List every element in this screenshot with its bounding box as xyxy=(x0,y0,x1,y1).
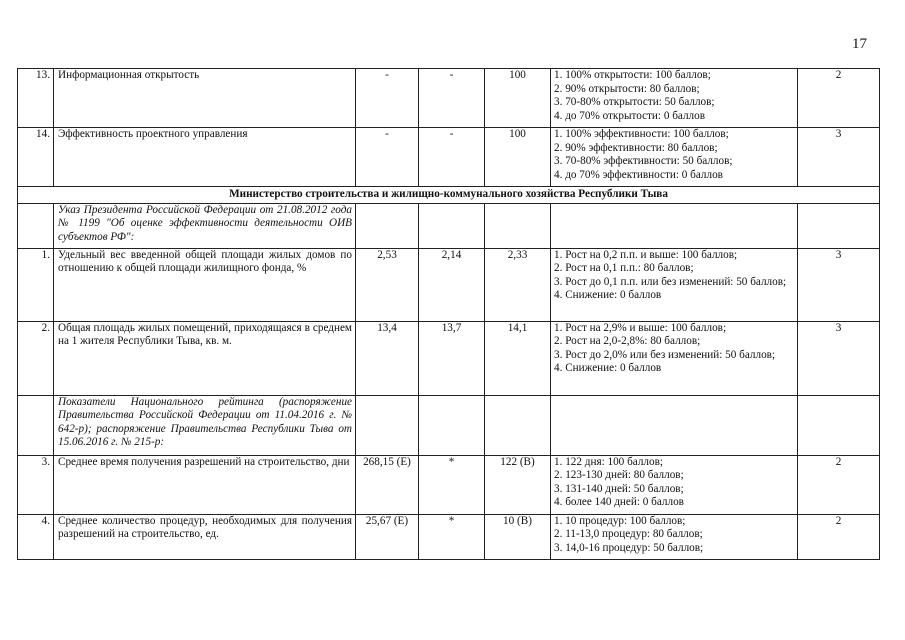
table-row xyxy=(18,248,880,321)
value-1: - xyxy=(356,128,419,187)
indicator-name: Информационная открытость xyxy=(54,69,356,128)
criteria-cell xyxy=(551,128,798,187)
indicator-name: Среднее количество процедур, необходимых для получения разрешений на строительство, ед. xyxy=(54,514,356,559)
criterion: 1. Рост на 0,2 п.п. и выше: 100 баллов; xyxy=(554,248,738,261)
criterion: 3. Рост до 0,1 п.п. или без изменений: 50 баллов; xyxy=(554,275,787,288)
criterion: 4. до 70% открытости: 0 баллов xyxy=(554,109,706,122)
row-number: 13. xyxy=(18,69,54,128)
value-1: 25,67 (Е) xyxy=(356,514,419,559)
indicator-name: Удельный вес введенной общей площади жилых домов по отношению к общей площади жилищного фонда, % xyxy=(54,248,356,321)
criterion: 2. 123-130 дней: 80 баллов; xyxy=(554,469,684,482)
weight: 2 xyxy=(798,514,880,559)
criterion: 4. Снижение: 0 баллов xyxy=(554,289,662,302)
value-3: 122 (В) xyxy=(485,455,551,514)
criterion: 3. 70-80% открытости: 50 баллов; xyxy=(554,96,715,109)
row-number: 3. xyxy=(18,455,54,514)
criteria-cell xyxy=(551,248,798,321)
criterion: 1. 122 дня: 100 баллов; xyxy=(554,455,663,468)
value-2: 2,14 xyxy=(419,248,485,321)
table-row xyxy=(18,514,880,559)
row-number: 4. xyxy=(18,514,54,559)
weight: 2 xyxy=(798,69,880,128)
criterion: 3. 70-80% эффективности: 50 баллов; xyxy=(554,155,733,168)
value-1: 268,15 (Е) xyxy=(356,455,419,514)
criterion: 4. более 140 дней: 0 баллов xyxy=(554,496,684,509)
row-number: 2. xyxy=(18,321,54,395)
page-number: 17 xyxy=(852,36,867,52)
value-2: * xyxy=(419,514,485,559)
criterion: 2. 11-13,0 процедур: 80 баллов; xyxy=(554,528,703,541)
criterion: 3. 131-140 дней: 50 баллов; xyxy=(554,482,684,495)
criterion: 3. 14,0-16 процедур: 50 баллов; xyxy=(554,541,704,554)
criteria-cell xyxy=(551,69,798,128)
value-2: - xyxy=(419,128,485,187)
section-header-row xyxy=(18,187,880,204)
criterion: 1. 10 процедур: 100 баллов; xyxy=(554,514,686,527)
value-1: 13,4 xyxy=(356,321,419,395)
decree-row xyxy=(18,395,880,455)
indicator-name: Эффективность проектного управления xyxy=(54,128,356,187)
criteria-cell xyxy=(551,455,798,514)
table-row xyxy=(18,455,880,514)
value-3: 14,1 xyxy=(485,321,551,395)
criterion: 1. 100% эффективности: 100 баллов; xyxy=(554,128,729,140)
value-2: - xyxy=(419,69,485,128)
criteria-cell xyxy=(551,321,798,395)
criterion: 1. Рост на 2,9% и выше: 100 баллов; xyxy=(554,321,727,334)
row-number: 1. xyxy=(18,248,54,321)
value-2: 13,7 xyxy=(419,321,485,395)
indicators-table xyxy=(17,68,880,560)
criterion: 2. 90% эффективности: 80 баллов; xyxy=(554,141,718,154)
value-3: 10 (В) xyxy=(485,514,551,559)
weight: 3 xyxy=(798,321,880,395)
table-row xyxy=(18,69,880,128)
criterion: 4. до 70% эффективности: 0 баллов xyxy=(554,168,723,181)
decree-text: Указ Президента Российской Федерации от 21.08.2012 года № 1199 "Об оценке эффективности деятельности ОИВ субъектов РФ": xyxy=(54,203,356,248)
value-2: * xyxy=(419,455,485,514)
table-row xyxy=(18,128,880,187)
value-1: 2,53 xyxy=(356,248,419,321)
indicator-name: Среднее время получения разрешений на строительство, дни xyxy=(54,455,356,514)
criterion: 1. 100% открытости: 100 баллов; xyxy=(554,69,711,81)
criterion: 3. Рост до 2,0% или без изменений: 50 баллов; xyxy=(554,348,776,361)
table-row xyxy=(18,321,880,395)
value-3: 100 xyxy=(485,128,551,187)
criteria-cell xyxy=(551,514,798,559)
decree-text: Показатели Национального рейтинга (распоряжение Правительства Российской Федерации от 11.04.2016 г. № 642-р); распоряжение Правительства Республики Тыва от 15.06.2016 г. № 215-р: xyxy=(54,395,356,455)
value-3: 100 xyxy=(485,69,551,128)
criterion: 2. 90% открытости: 80 баллов; xyxy=(554,82,700,95)
section-title: Министерство строительства и жилищно-коммунального хозяйства Республики Тыва xyxy=(18,187,880,204)
value-3: 2,33 xyxy=(485,248,551,321)
indicator-name: Общая площадь жилых помещений, приходящаяся в среднем на 1 жителя Республики Тыва, кв. м. xyxy=(54,321,356,395)
criterion: 2. Рост на 0,1 п.п.: 80 баллов; xyxy=(554,262,694,275)
value-1: - xyxy=(356,69,419,128)
weight: 3 xyxy=(798,248,880,321)
criterion: 2. Рост на 2,0-2,8%: 80 баллов; xyxy=(554,335,701,348)
row-number: 14. xyxy=(18,128,54,187)
decree-row xyxy=(18,203,880,248)
weight: 3 xyxy=(798,128,880,187)
criterion: 4. Снижение: 0 баллов xyxy=(554,362,662,375)
weight: 2 xyxy=(798,455,880,514)
